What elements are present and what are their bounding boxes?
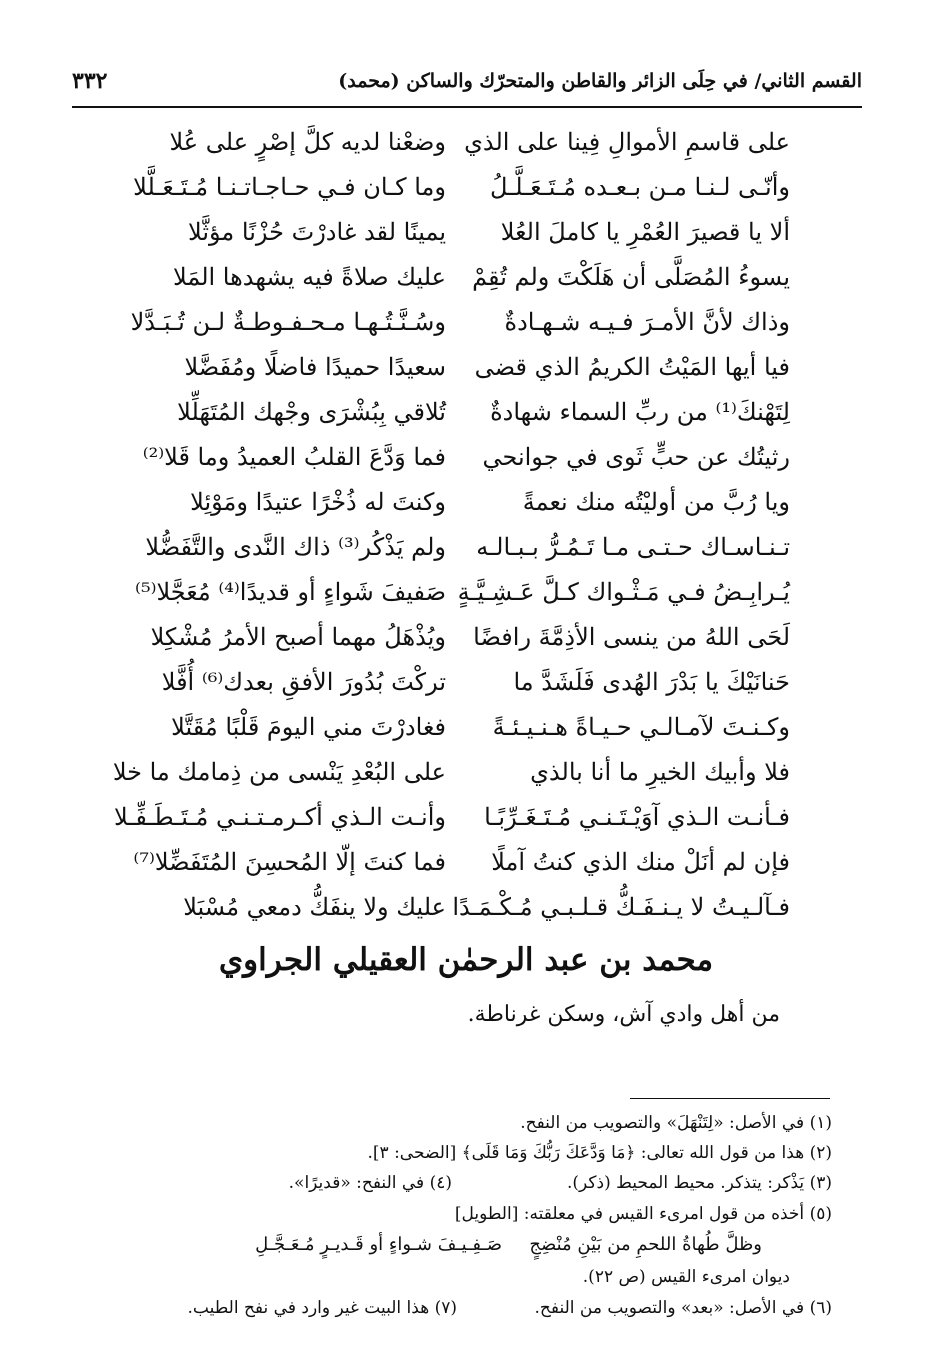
verse: [0, 525, 932, 569]
footnote-text: في النفح: «قديرًا».: [288, 1173, 425, 1193]
verse-first-hemistich: رثيتُك عن حبٍّ ثَوى في جوانحي: [482, 443, 790, 471]
footnote-text: هذا البيت غير وارد في نفح الطيب.: [187, 1298, 430, 1318]
verse-first-hemistich: ويا رُبَّ من أوليْتُه منك نعمةً: [522, 488, 790, 516]
verse-second-hemistich: سعيدًا حميدًا فاضلًا ومُفَضَّلا: [184, 353, 446, 381]
verse-first-hemistich: لَحَى اللهُ من ينسى الأذِمَّةَ رافضًا: [473, 623, 790, 651]
verse-first-hemistich: فـأنـت الـذي آوَيْـتَـنـي مُـتَـغَـرِّبًـا: [484, 803, 790, 831]
verse-second-hemistich: تُلاقي بِبُشْرَى وجْهك المُتَهَلِّلا: [177, 398, 446, 426]
verse-first-hemistich: تـنـاسـاك حـتـى مـا تَـمُـرُّ بـبـالـه: [476, 533, 790, 561]
verse-second-hemistich: عليك صلاةً فيه يشهدها المَلا: [173, 263, 446, 291]
footnote-text: يَذْكر: يتذكر. محيط المحيط (ذكر).: [567, 1173, 805, 1193]
verse: [0, 570, 932, 614]
verse-first-hemistich: فلا وأبيك الخيرِ ما أنا بالذي: [530, 758, 790, 786]
footnote-number: (٤): [429, 1173, 452, 1193]
verse-first-hemistich: لِتَهْنكَ⁽¹⁾ من ربِّ السماء شهادةٌ: [490, 398, 790, 426]
verse-first-hemistich: يُـرابِـضُ فـي مَـثْـواك كـلَّ عَـشِـيَّـةٍ: [457, 578, 790, 606]
verse-second-hemistich: وسُـنَّـتُـهـا مـحـفـوطـةٌ لـن تُـبَـدَّلا: [130, 308, 446, 336]
page-number: ٣٣٢: [72, 68, 108, 94]
header-divider: [72, 106, 862, 108]
footnote-quoted-verse-second-hemistich: صَـفِـيـفَ شـواءٍ أو قَـديـرٍ مُـعَـجَّـلِ: [255, 1234, 502, 1255]
footnote-text: في الأصل: «لِتَنْهَلَ» والتصويب من النفح.: [520, 1113, 805, 1133]
verse-first-hemistich: وأنّـى لـنـا مـن بـعـده مُـتَـعَـلَّـلُ: [490, 173, 790, 201]
footnote: [92, 1138, 832, 1168]
verse: [0, 750, 932, 794]
verse-second-hemistich: تركْتَ بُدُورَ الأفقِ بعدك⁽⁶⁾ أُفَّلا: [161, 668, 446, 696]
verse: [0, 165, 932, 209]
verse: [0, 660, 932, 704]
verse-second-hemistich: ويُذْهَلُ مهما أصبح الأمرُ مُشْكِلا: [150, 623, 446, 651]
footnote-number: (٣): [809, 1173, 832, 1193]
footnote: [482, 1168, 832, 1198]
verse-second-hemistich: وضعْنا لديه كلَّ إصْرٍ على عُلا: [169, 128, 446, 156]
verse: [0, 390, 932, 434]
verse-second-hemistich: يمينًا لقد غادرْتَ حُزْنًا مؤثَّلا: [188, 218, 446, 246]
verse-second-hemistich: وكنتَ له ذُخْرًا عتيدًا ومَوْئِلا: [190, 488, 446, 516]
verse-first-hemistich: فـآلـيـتُ لا يـنـفَـكُّ قـلـبـي مُـكْـمَـدًا: [452, 893, 790, 921]
verse-second-hemistich: عليك ولا ينفَكُّ دمعي مُسْبَلا: [183, 893, 446, 921]
verse-second-hemistich: وأنـت الـذي أكـرمـتـنـي مُـتَـطَـفِّـلا: [114, 803, 446, 831]
footnote-number: (١): [809, 1113, 832, 1133]
verse-first-hemistich: على قاسمِ الأموالِ فِينا على الذي: [464, 128, 790, 156]
verse: [0, 255, 932, 299]
verse-first-hemistich: حَنانَيْكَ يا بَدْرَ الهُدى فَلَشَدَّ ما: [513, 668, 790, 696]
footnote-divider: [630, 1098, 830, 1099]
verse-first-hemistich: فيا أيها المَيْتُ الكريمُ الذي قضى: [474, 353, 790, 381]
header-title: القسم الثاني/ في حِلَى الزائر والقاطن والمتحرّك والساكن (محمد): [338, 70, 862, 92]
verse: [0, 885, 932, 929]
verse: [0, 435, 932, 479]
verse: [0, 615, 932, 659]
page-header: [72, 62, 862, 100]
footnote: [482, 1293, 832, 1323]
footnote-number: (٢): [809, 1143, 832, 1163]
footnote: [92, 1199, 832, 1229]
verse-second-hemistich: وما كـان فـي حـاجـاتـنـا مُـتَـعَـلَّلا: [133, 173, 446, 201]
footnote-number: (٦): [809, 1298, 832, 1318]
verse: [0, 795, 932, 839]
verse: [0, 840, 932, 884]
verse-second-hemistich: صَفيفَ شَواءٍ أو قديدًا⁽⁴⁾ مُعَجَّلا⁽⁵⁾: [135, 578, 446, 606]
verse-first-hemistich: ألا يا قصيرَ العُمْرِ يا كاملَ العُلا: [500, 218, 790, 246]
verse-second-hemistich: على البُعْدِ يَنْسى من ذِمامك ما خلا: [112, 758, 446, 786]
footnote-text: هذا من قول الله تعالى: ﴿مَا وَدَّعَكَ رَبُّكَ وَمَا قَلَى﴾ [الضحى: ٣].: [367, 1143, 805, 1163]
verse: [0, 300, 932, 344]
verse-first-hemistich: وذاك لأنَّ الأمـرَ فـيـه شـهـادةٌ: [504, 308, 790, 336]
verse: [0, 120, 932, 164]
section-intro: من أهل وادي آش، وسكن غرناطة.: [467, 1002, 780, 1027]
verse-first-hemistich: وكـنـتَ لآمـالـي حـيـاةً هـنـيـئـةً: [492, 713, 790, 741]
footnote-text: أخذه من قول امرىء القيس في معلقته: [الطويل]: [454, 1204, 805, 1224]
footnote-number: (٧): [434, 1298, 457, 1318]
footnote-source: ديوان امرىء القيس (ص ٢٢).: [582, 1267, 790, 1287]
verse: [0, 210, 932, 254]
verse-first-hemistich: يسوءُ المُصَلَّى أن هَلَكْتَ ولم تُقِمْ: [472, 263, 790, 291]
footnote-quoted-verse-first-hemistich: وظلَّ طُهاةُ اللحمِ من بَيْنِ مُنْضِجٍ: [529, 1234, 762, 1255]
footnote-text: في الأصل: «بعد» والتصويب من النفح.: [534, 1298, 805, 1318]
verse-second-hemistich: فغادرْتَ مني اليومَ قَلْبًا مُقَتَّلا: [171, 713, 446, 741]
verse-second-hemistich: فما وَدَّعَ القلبُ العميدُ وما قَلا⁽²⁾: [142, 443, 446, 471]
footnote-number: (٥): [809, 1204, 832, 1224]
verse: [0, 705, 932, 749]
section-heading: محمد بن عبد الرحمٰن العقيلي الجراوي: [218, 942, 714, 978]
verse: [0, 480, 932, 524]
footnote: [232, 1168, 452, 1198]
verse-first-hemistich: فإن لم أنَلْ منك الذي كنتُ آملًا: [491, 848, 790, 876]
footnote: [157, 1293, 457, 1323]
verse: [0, 345, 932, 389]
verse-second-hemistich: ولم يَذْكُر⁽³⁾ ذاك النَّدى والتَّفَضُّلا: [145, 533, 446, 561]
verse-second-hemistich: فما كنتَ إلّا المُحسِنَ المُتَفَضِّلا⁽⁷⁾: [133, 848, 446, 876]
footnote: [92, 1108, 832, 1138]
